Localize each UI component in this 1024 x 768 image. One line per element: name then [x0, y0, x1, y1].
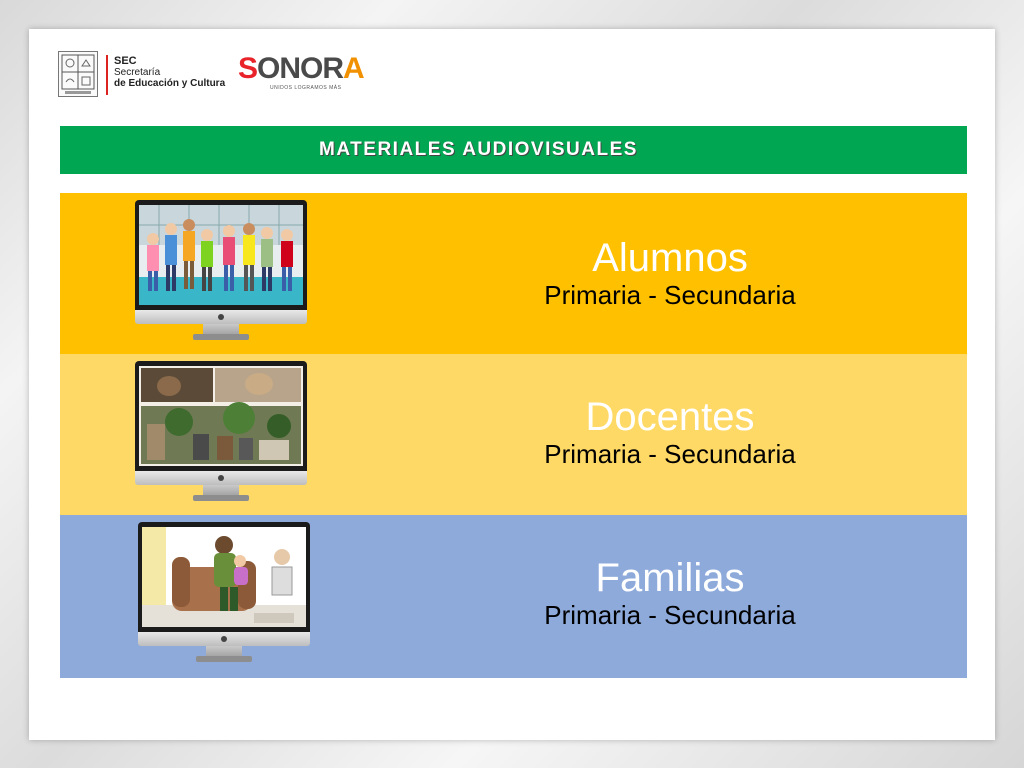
- sonora-letters-mid: ONOR: [257, 52, 344, 85]
- sec-abbr: SEC: [114, 55, 137, 67]
- row-subtitle-alumnos: Primaria - Secundaria: [544, 280, 796, 310]
- sec-name-line1: Secretaría: [114, 67, 161, 78]
- monitor-bezel: [135, 361, 307, 471]
- monitor-chin: [135, 471, 307, 485]
- section-banner: [60, 126, 967, 174]
- row-title-docentes: Docentes: [585, 395, 755, 439]
- sec-name-line2: de Educación y Cultura: [114, 78, 226, 89]
- family-cartoon-image: [142, 527, 306, 627]
- monitor-base: [193, 334, 249, 340]
- row-alumnos[interactable]: [60, 193, 967, 355]
- sonora-letter-a: A: [343, 52, 364, 85]
- monitor-bezel: [135, 200, 307, 310]
- banner-title: MATERIALES AUDIOVISUALES: [319, 139, 638, 160]
- coat-of-arms-icon: [58, 51, 98, 97]
- sec-logo: [106, 55, 225, 95]
- students-cartoon-image: [139, 205, 303, 305]
- sonora-letter-s: S: [238, 52, 258, 85]
- row-familias[interactable]: [60, 515, 967, 678]
- row-subtitle-docentes: Primaria - Secundaria: [544, 439, 796, 469]
- row-docentes[interactable]: [60, 354, 967, 516]
- monitor-icon[interactable]: [135, 200, 307, 344]
- teachers-photo-collage: [139, 366, 303, 466]
- row-text-docentes: [500, 395, 840, 469]
- monitor-chin: [135, 310, 307, 324]
- monitor-bezel: [138, 522, 310, 632]
- row-subtitle-familias: Primaria - Secundaria: [544, 600, 796, 630]
- row-text-familias: [500, 556, 840, 630]
- monitor-icon[interactable]: [138, 522, 310, 666]
- sonora-tagline: UNIDOS LOGRAMOS MÁS: [270, 85, 342, 91]
- row-title-familias: Familias: [595, 556, 745, 600]
- header-logos: [58, 51, 388, 101]
- monitor-chin: [138, 632, 310, 646]
- monitor-icon[interactable]: [135, 361, 307, 505]
- row-title-alumnos: Alumnos: [592, 236, 748, 280]
- sonora-logo: [238, 53, 378, 99]
- row-text-alumnos: [500, 236, 840, 310]
- monitor-base: [196, 656, 252, 662]
- monitor-base: [193, 495, 249, 501]
